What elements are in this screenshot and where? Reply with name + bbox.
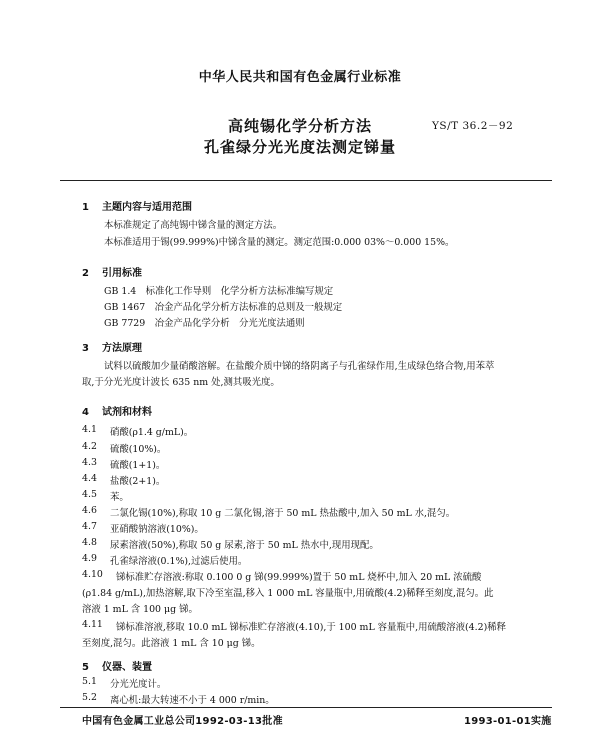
list-item-line: 锑标准溶液,移取 10.0 mL 锑标准贮存溶液(4.10),于 100 mL 容量瓶中,用硫酸溶液(4.2)稀释 <box>116 622 506 633</box>
section-1-paragraph: 本标准适用于锡(99.999%)中锑含量的测定。测定范围:0.000 03%～0.000 15%。 <box>104 237 455 248</box>
item-number: 4.3 <box>82 457 97 468</box>
section-title: 主题内容与适用范围 <box>102 202 192 213</box>
item-number: 4.4 <box>82 473 97 484</box>
item-number: 4.6 <box>82 505 97 516</box>
footer-divider <box>60 707 552 708</box>
section-title: 试剂和材料 <box>102 407 152 418</box>
list-item: 硝酸(ρ1.4 g/mL)。 <box>110 427 194 438</box>
list-item: 硫酸(10%)。 <box>110 444 167 455</box>
section-title: 引用标准 <box>102 268 142 279</box>
list-item-line: 溶液 1 mL 含 100 μg 锑。 <box>82 604 198 615</box>
item-number: 4.11 <box>82 619 103 630</box>
document-title-line2: 孔雀绿分光光度法测定锑量 <box>203 138 396 156</box>
standard-code: YS/T 36.2－92 <box>432 120 514 132</box>
implementation-date: 1993-01-01实施 <box>464 716 552 727</box>
item-number: 5.1 <box>82 676 97 687</box>
item-number: 4.8 <box>82 537 97 548</box>
section-number: 4 <box>82 407 89 418</box>
item-number: 4.1 <box>82 424 97 435</box>
list-item-line: 锑标准贮存溶液:称取 0.100 0 g 锑(99.999%)置于 50 mL 烧杯中,加入 20 mL 浓硫酸 <box>116 572 482 583</box>
list-item: 苯。 <box>110 492 129 503</box>
list-item: 硫酸(1+1)。 <box>110 460 166 471</box>
approval-statement: 中国有色金属工业总公司1992-03-13批准 <box>82 716 283 727</box>
list-item: 盐酸(2+1)。 <box>110 476 166 487</box>
list-item-line: (ρ1.84 g/mL),加热溶解,取下冷至室温,移入 1 000 mL 容量瓶中,用硫酸(4.2)稀释至刻度,混匀。此 <box>82 588 494 599</box>
list-item-line: 至刻度,混匀。此溶液 1 mL 含 10 μg 锑。 <box>82 638 261 649</box>
section-title: 方法原理 <box>102 343 142 354</box>
reference-standard-item: GB 1.4 标准化工作导则 化学分析方法标准编写规定 <box>104 286 334 297</box>
list-item: 分光光度计。 <box>110 679 167 690</box>
item-number: 5.2 <box>82 692 97 703</box>
item-number: 4.2 <box>82 441 97 452</box>
section-5-heading <box>82 658 152 673</box>
reference-standard-item: GB 7729 冶金产品化学分析 分光光度法通则 <box>104 318 305 329</box>
section-title: 仪器、装置 <box>102 662 152 673</box>
list-item: 孔雀绿溶液(0.1%),过滤后使用。 <box>110 556 248 567</box>
item-number: 4.9 <box>82 553 97 564</box>
reference-standard-item: GB 1467 冶金产品化学分析方法标准的总则及一般规定 <box>104 302 343 313</box>
section-4-heading <box>82 403 152 418</box>
section-number: 5 <box>82 662 89 673</box>
section-number: 3 <box>82 343 89 354</box>
list-item: 离心机:最大转速不小于 4 000 r/min。 <box>110 695 275 706</box>
section-1-heading <box>82 198 192 213</box>
list-item: 二氯化锡(10%),称取 10 g 二氯化锡,溶于 50 mL 热盐酸中,加入 50 mL 水,混匀。 <box>110 508 456 519</box>
item-number: 4.7 <box>82 521 97 532</box>
list-item: 亚硝酸钠溶液(10%)。 <box>110 524 204 535</box>
section-number: 2 <box>82 268 89 279</box>
document-title-line1: 高纯锡化学分析方法 <box>227 117 372 135</box>
section-1-paragraph: 本标准规定了高纯锡中锑含量的测定方法。 <box>104 220 283 231</box>
section-3-heading <box>82 339 142 354</box>
section-3-paragraph-line: 取,于分光光度计波长 635 nm 处,测其吸光度。 <box>82 377 280 388</box>
item-number: 4.5 <box>82 489 97 500</box>
section-2-heading <box>82 264 142 279</box>
industry-standard-title: 中华人民共和国有色金属行业标准 <box>198 70 402 85</box>
section-3-paragraph-line: 试料以硫酸加少量硝酸溶解。在盐酸介质中锑的络阴离子与孔雀绿作用,生成绿色络合物,用苯萃 <box>104 361 495 372</box>
list-item: 尿素溶液(50%),称取 50 g 尿素,溶于 50 mL 热水中,现用现配。 <box>110 540 379 551</box>
section-number: 1 <box>82 202 89 213</box>
header-divider <box>60 180 552 181</box>
item-number: 4.10 <box>82 569 103 580</box>
